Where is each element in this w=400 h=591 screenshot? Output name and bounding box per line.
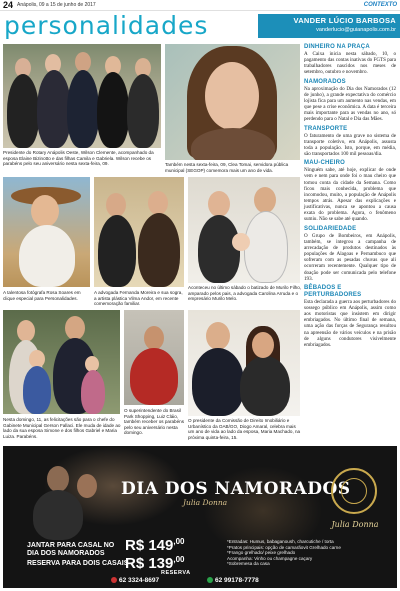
note-text: Ninguém sabe, até hoje, explicar de onde vem e nem para onde foi o mau cheiro que tomou conta da cidade da Semana. Como ficou mais conhecida, problema que incomodou, muito, a população de Anápolis tempos atrás. Apesar das explicações e justificativas, nunca se apontou a causa exata do problema. Agora, o fenômeno sumiu. Não se sabe até quando. <box>304 167 396 223</box>
note-heading: MAU-CHEIRO <box>304 160 345 167</box>
note-solidariedade <box>304 226 396 282</box>
note-mau-cheiro <box>304 160 396 222</box>
note-text: O faturamento de uma grave no sistema de transporte coletivo, em Anápolis, assusta toda a população. Isto, porque, em média, são transportados 100 mil pessoas/dia. <box>304 132 396 158</box>
note-heading: NAMORADOS <box>304 78 346 85</box>
note-heading: SOLIDARIEDADE <box>304 225 357 232</box>
columnist-name: VANDER LÚCIO BARBOSA <box>293 16 396 25</box>
ad-menu-item: *Frango grelhado/ peixe grelhado <box>227 550 296 556</box>
ad-menu-item: *Entradas: Humus, babaganoush, charcutiche / torta <box>227 539 334 544</box>
note-namorados <box>304 79 396 123</box>
ad-price-1-value: R$ 149 <box>125 537 174 554</box>
ad-menu-item: *Sobremesa da casa <box>227 561 270 567</box>
note-heading: BÊBADOS E PERTURBADORES <box>304 284 362 298</box>
ad-brand-name: Julia Donna <box>331 520 379 529</box>
caption-rotary: Presidente do Rotary Anápolis Oeste, Wilson Clemente, acompanhado da esposa Elaine Bizinotto e das filhas Camila e Gabriela. Wilson recebe os parabéns pelo seu aniversário nesta sexta-feira, 09. <box>3 150 154 167</box>
photo-gerson-fallaci <box>3 310 120 414</box>
note-bebados <box>304 285 396 348</box>
note-heading: DINHEIRO NA PRAÇA <box>304 44 370 50</box>
ad-reserve-label: RESERVA <box>161 570 191 576</box>
ad-menu-item: Acompanha: Vinho ou champagne caçary <box>227 555 313 561</box>
brand-emblem-icon <box>331 468 377 514</box>
caption-fernanda-vilma: A advogada Fernanda Moreira e sua sogra, a artista plástica Vilma Andor, em recente comemoração familiar. <box>94 290 183 307</box>
columnist-box <box>258 14 400 38</box>
ad-price-1 <box>125 537 185 554</box>
section-title: personalidades <box>4 11 209 40</box>
photo-family-rotary <box>3 44 161 148</box>
ad-price-1-cents: ,00 <box>173 537 185 546</box>
ad-couple-image <box>7 456 117 536</box>
photo-luiz-claio <box>124 310 184 405</box>
note-text: Na aproximação do Dia dos Namorados (12 de junho), a grande expectativa do comércio lojista fica para um aumento nas vendas, em que pese a crise econômica. A data é terceira mais importante para as vendas no ano, só perdendo para o Natal e Dia das Mães. <box>304 85 396 123</box>
note-text: Esta declarada a guerra aos perturbadores do sossego público em Anápolis, assim como aos motoristas que insistem em dirigir embriagados. No último final de semana, uma ação das forças de Segurança resultou na apreensão de vários veículos e na prisão de alguns condutores visivelmente embriagados. <box>304 298 396 348</box>
page-number: 24 <box>3 0 14 10</box>
photo-diogo-amaral <box>188 310 300 416</box>
ad-phone-2[interactable] <box>207 577 259 584</box>
caption-diogo-amaral: O presidente da Comissão de Direito Imobiliário e Urbanístico da OAB/GO, Diogo Amaral, celebra mais um ano de vida ao lado da esposa, Maria Machado, na próxima quinta-feira, 15. <box>188 418 301 440</box>
ad-phone-1-number: 62 3324-8697 <box>119 577 160 584</box>
note-dinheiro <box>304 44 396 76</box>
photo-fernanda-vilma <box>94 177 184 287</box>
caption-clea-tomai: Também nesta sexta-feira, 09, Clea Tomai, servidora pública municipal (SEGOP) comemora mais um ano de vida. <box>165 162 289 173</box>
ad-subtitle: Julia Donna <box>183 498 228 507</box>
caption-gerson-fallaci: Nesta domingo, 11, as felicitações são para o chefe do Gabinete Municipal Gerson Fallaci. Ele muda de idade ao lado da sua esposa Simone e dos filhos Gabriel e Maria Luiza. Parabéns. <box>3 417 121 439</box>
photo-clea-tomai <box>165 44 300 160</box>
ad-price-2-cents: ,00 <box>173 555 185 564</box>
ad-offer-2: RESERVA PARA DOIS CASAIS <box>27 560 129 567</box>
photo-rosa-soares <box>3 177 90 287</box>
note-heading: TRANSPORTE <box>304 125 348 132</box>
top-bar <box>0 0 400 11</box>
caption-rosa-soares: A talentosa fotógrafa Rosa Soares em clique especial para Personalidades. <box>3 290 81 301</box>
ad-price-2-value: R$ 139 <box>125 555 174 572</box>
ad-phone-2-number: 62 99178-7778 <box>215 577 259 584</box>
ad-offer-1 <box>27 542 114 558</box>
ad-headline: DIA DOS NAMORADOS <box>121 479 351 499</box>
whatsapp-icon <box>207 577 213 583</box>
phone-icon <box>111 577 117 583</box>
caption-luiz-claio: O superintendente do Brasil Park Shopping, Luiz Cláio, também receber os parabéns pelo seu aniversário nesta domingo. <box>124 408 185 436</box>
section-header <box>0 11 400 41</box>
note-text: O Grupo de Bombeiros, em Anápolis, também, se integrou a campanha de arrecadação de produtos destinados às populações de Alagoas e Pernambuco que sofreram com as pesadas chuvas que ali ocorreram recentemente. Qualquer tipo de doação pode ser comunicada pelo telefone 193. <box>304 232 396 282</box>
columnist-email[interactable]: vanderlucio@guianapolis.com.br <box>316 27 396 33</box>
caption-batizado: Aconteceu no último sábado o batizado de Murilo Filho, amparado pelos pais, a advogada Carolina Arruda e o empresário Murilo Melo. <box>188 285 302 302</box>
ad-offer-1b: DIA DOS NAMORADOS <box>27 550 105 557</box>
note-transporte <box>304 126 396 158</box>
ad-phone-1[interactable] <box>111 577 159 584</box>
ad-brand-logo <box>315 462 395 574</box>
note-text: A Caixa inicia nesta sábado, 10, o pagamento das contas inativas do FGTS para trabalhadores nascidos nos meses de setembro, outubro e novembro. <box>304 51 396 76</box>
valentines-ad[interactable] <box>3 446 397 588</box>
notes-column <box>304 44 396 440</box>
newspaper-logo: CONTEXTO <box>363 2 397 8</box>
ad-menu-item: *Pratos principais: opção de camarãovit Grelhado carne <box>227 544 341 550</box>
photo-batizado <box>188 177 300 283</box>
issue-date: Anápolis, 09 a 15 de junho de 2017 <box>17 2 96 8</box>
ad-offer-1a: JANTAR PARA CASAL NO <box>27 542 115 549</box>
